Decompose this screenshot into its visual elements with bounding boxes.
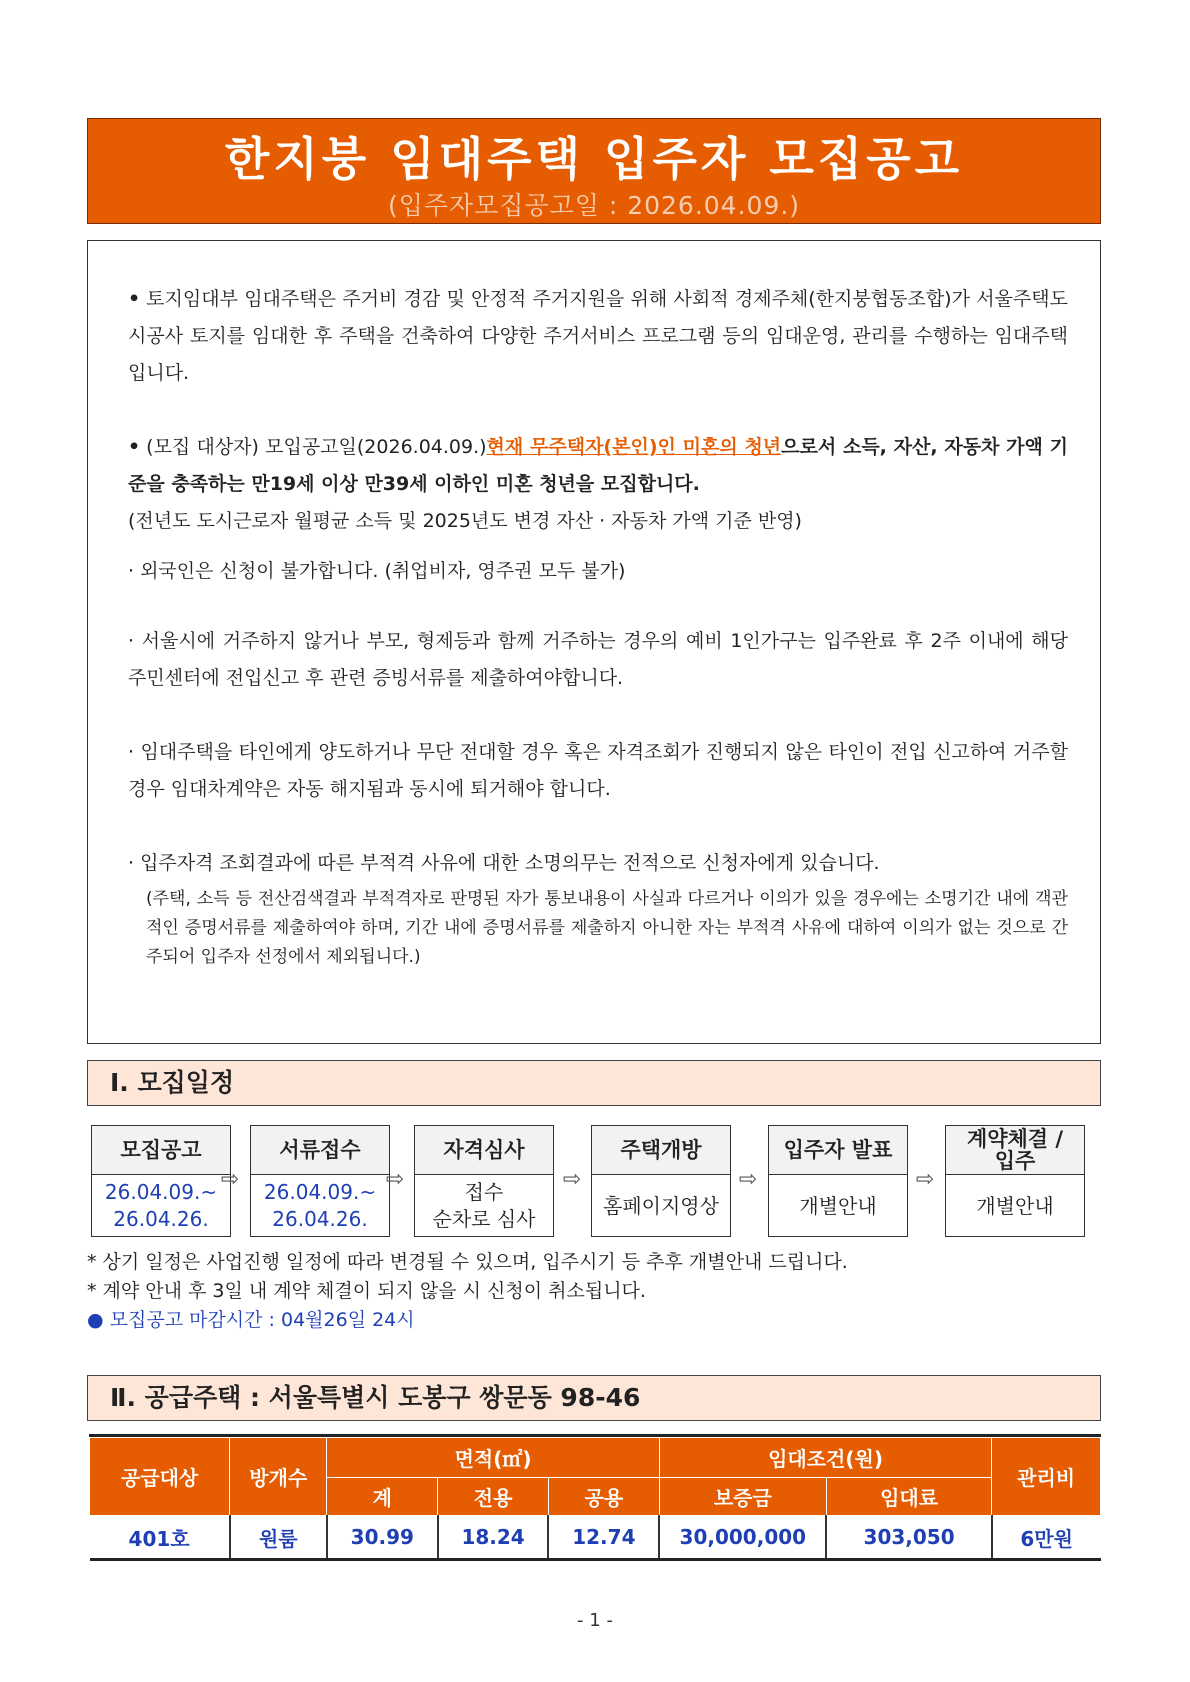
step-detail: 홈페이지영상 bbox=[603, 1193, 719, 1218]
step-heading: 서류접수 bbox=[251, 1126, 389, 1175]
cell-common: 12.74 bbox=[548, 1516, 659, 1560]
intro-paragraph-2: • (모집 대상자) 모입공고일(2026.04.09.)현재 무주택자(본인)인 미혼의 청년으로서 소득, 자산, 자동차 가액 기준을 충족하는 만19세 이상 만39세 이하인 미혼 청년을 모집합니다. (전년도 도시근로자 월평균 소득 및 2025년도 변경 자산 · 자동차 가액 기준 반영) bbox=[128, 436, 1068, 532]
schedule-step bbox=[768, 1125, 908, 1237]
schedule-step bbox=[591, 1125, 731, 1237]
col-header-common: 공용 bbox=[548, 1478, 659, 1516]
schedule-note-2: * 계약 안내 후 3일 내 계약 체결이 되지 않을 시 신청이 취소됩니다. bbox=[87, 1280, 646, 1302]
intro-paragraph-5: · 임대주택을 타인에게 양도하거나 무단 전대할 경우 혹은 자격조회가 진행되지 않은 타인이 전입 신고하여 거주할 경우 임대차계약은 자동 해지됨과 동시에 퇴거해야 합니다. bbox=[128, 741, 1068, 800]
intro-paragraph-3: · 외국인은 신청이 불가합니다. (취업비자, 영주권 모두 불가) bbox=[128, 560, 626, 582]
step-detail: 26.04.09.~ 26.04.26. bbox=[263, 1180, 377, 1231]
table-row bbox=[90, 1516, 1101, 1560]
step-heading: 자격심사 bbox=[415, 1126, 553, 1175]
intro-paragraph-6: · 입주자격 조회결과에 따른 부적격 사유에 대한 소명의무는 전적으로 신청자에게 있습니다. bbox=[128, 852, 880, 874]
step-detail: 개별안내 bbox=[799, 1193, 877, 1218]
cell-monthly: 303,050 bbox=[826, 1516, 991, 1560]
page-title: 한지붕 임대주택 입주자 모집공고 bbox=[224, 132, 964, 186]
step-detail: 접수 순차로 심사 bbox=[432, 1180, 536, 1231]
bullet-icon: • bbox=[128, 288, 141, 310]
cell-deposit: 30,000,000 bbox=[659, 1516, 826, 1560]
section-header-supply: Ⅱ. 공급주택 : 서울특별시 도봉구 쌍문동 98-46 bbox=[87, 1375, 1101, 1421]
section-header-schedule: Ⅰ. 모집일정 bbox=[87, 1060, 1101, 1106]
step-heading: 주택개방 bbox=[592, 1126, 730, 1175]
intro-paragraph-6-note: (주택, 소득 등 전산검색결과 부적격자로 판명된 자가 통보내용이 사실과 다르거나 이의가 있을 경우에는 소명기간 내에 객관적인 증명서류를 제출하여야 하며, 기간 내에 증명서류를 제출하지 아니한 자는 부적격 사유에 대하여 이의가 없는 것으로 간주되어 입주자 선정에서 제외됩니다.) bbox=[146, 889, 1068, 967]
cell-exclusive: 18.24 bbox=[438, 1516, 549, 1560]
criteria-note: (전년도 도시근로자 월평균 소득 및 2025년도 변경 자산 · 자동차 가액 기준 반영) bbox=[128, 510, 802, 532]
col-header-rooms: 방개수 bbox=[230, 1438, 327, 1516]
deadline-note: ● 모집공고 마감시간 : 04월26일 24시 bbox=[87, 1309, 415, 1331]
step-heading: 입주자 발표 bbox=[769, 1126, 907, 1175]
col-header-deposit: 보증금 bbox=[659, 1478, 826, 1516]
col-header-total: 계 bbox=[327, 1478, 438, 1516]
arrow-right-icon: ⇨ bbox=[562, 1167, 582, 1192]
supply-table bbox=[89, 1437, 1101, 1561]
bullet-icon: • bbox=[128, 436, 141, 458]
highlight-target: 현재 무주택자(본인)인 미혼의 청년 bbox=[486, 436, 782, 458]
schedule-step bbox=[945, 1125, 1085, 1237]
col-header-rent: 임대조건(원) bbox=[659, 1438, 992, 1478]
arrow-right-icon: ⇨ bbox=[738, 1167, 758, 1192]
cell-rooms: 원룸 bbox=[230, 1516, 327, 1560]
cell-total: 30.99 bbox=[327, 1516, 438, 1560]
step-heading: 모집공고 bbox=[92, 1126, 230, 1175]
intro-paragraph-4: · 서울시에 거주하지 않거나 부모, 형제등과 함께 거주하는 경우의 예비 1인가구는 입주완료 후 2주 이내에 해당 주민센터에 전입신고 후 관련 증빙서류를 제출하여야합니다. bbox=[128, 630, 1068, 689]
title-banner bbox=[87, 118, 1101, 224]
intro-box bbox=[87, 240, 1101, 1044]
arrow-right-icon: ⇨ bbox=[220, 1167, 240, 1192]
col-header-area: 면적(㎡) bbox=[327, 1438, 659, 1478]
schedule-step bbox=[414, 1125, 554, 1237]
cell-fee: 6만원 bbox=[1020, 1526, 1073, 1551]
step-detail: 26.04.09.~ 26.04.26. bbox=[104, 1180, 218, 1231]
col-header-exclusive: 전용 bbox=[438, 1478, 549, 1516]
cell-target: 401호 bbox=[90, 1516, 230, 1560]
arrow-right-icon: ⇨ bbox=[385, 1167, 405, 1192]
arrow-right-icon: ⇨ bbox=[915, 1167, 935, 1192]
schedule-step bbox=[250, 1125, 390, 1237]
col-header-target: 공급대상 bbox=[90, 1438, 230, 1516]
schedule-note-1: * 상기 일정은 사업진행 일정에 따라 변경될 수 있으며, 입주시기 등 추후 개별안내 드립니다. bbox=[87, 1251, 848, 1273]
col-header-monthly: 임대료 bbox=[826, 1478, 991, 1516]
page-number: - 1 - bbox=[577, 1610, 613, 1631]
col-header-fee: 관리비 bbox=[992, 1438, 1101, 1516]
announcement-date: (입주자모집공고일 : 2026.04.09.) bbox=[387, 191, 801, 220]
step-heading: 계약체결 / 입주 bbox=[946, 1126, 1084, 1175]
bullet-circle-icon: ● bbox=[87, 1309, 104, 1331]
intro-paragraph-1: • 토지임대부 임대주택은 주거비 경감 및 안정적 주거지원을 위해 사회적 경제주체(한지붕협동조합)가 서울주택도시공사 토지를 임대한 후 주택을 건축하여 다양한 주거서비스 프로그램 등의 임대운영, 관리를 수행하는 임대주택입니다. bbox=[128, 288, 1068, 384]
schedule-step bbox=[91, 1125, 231, 1237]
step-detail: 개별안내 bbox=[976, 1193, 1054, 1218]
